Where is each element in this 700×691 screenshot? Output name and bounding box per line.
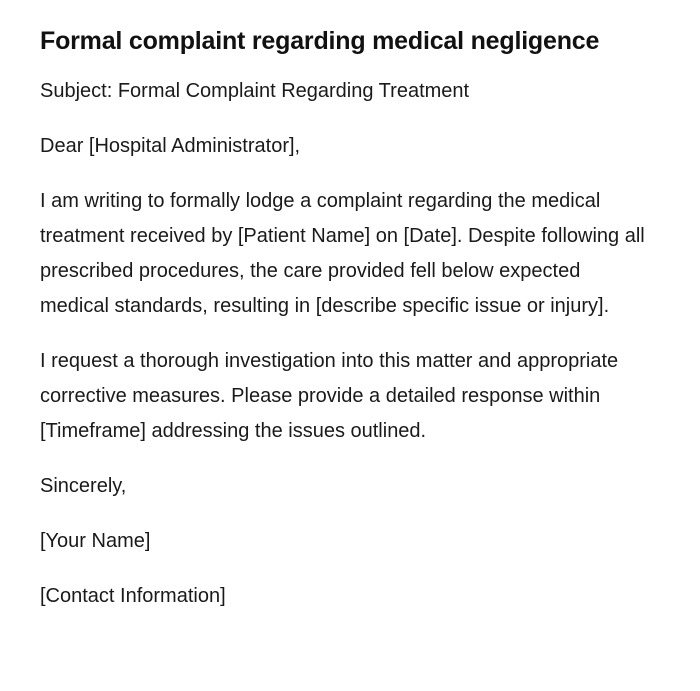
body-paragraph-2: I request a thorough investigation into this matter and appropriate corrective measures. Please provide a detailed response within [Timeframe] addressing the issues outlined.: [40, 350, 619, 442]
subject-line: Subject: Formal Complaint Regarding Treatment: [40, 80, 470, 102]
document-page: [40, 24, 650, 634]
contact-information: [Contact Information]: [40, 585, 226, 607]
signature-name: [Your Name]: [40, 530, 151, 552]
closing: Sincerely,: [40, 475, 127, 497]
body-paragraph-1: I am writing to formally lodge a complaint regarding the medical treatment received by [Patient Name] on [Date]. Despite following all prescribed procedures, the care provided fell below expected medical standards, resulting in [describe specific issue or injury].: [40, 190, 645, 317]
document-title: Formal complaint regarding medical negligence: [40, 27, 600, 55]
salutation: Dear [Hospital Administrator],: [40, 135, 301, 157]
